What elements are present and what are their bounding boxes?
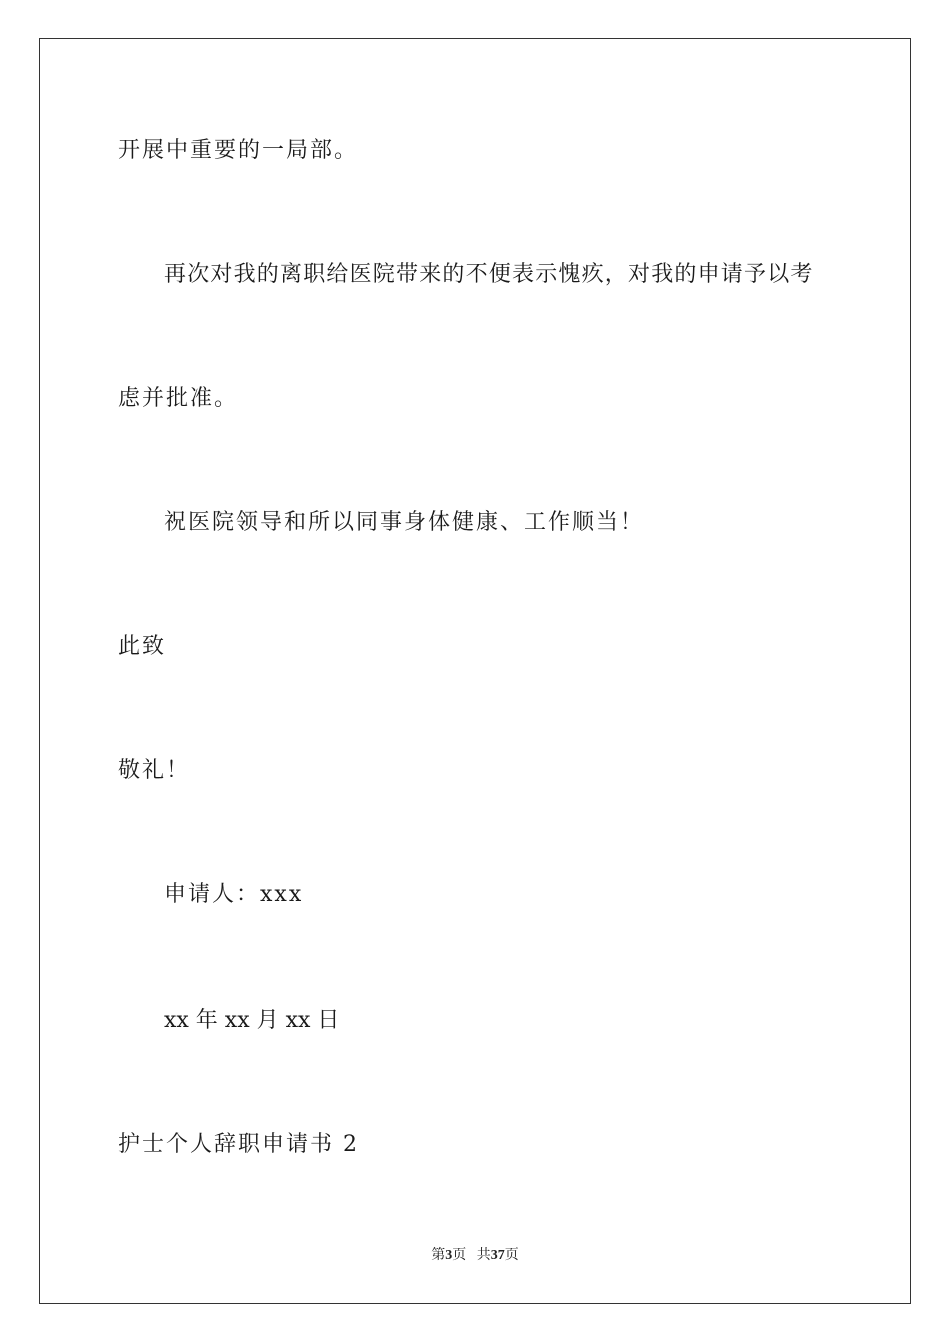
total-suffix: 页 bbox=[504, 1248, 519, 1263]
body-paragraph: 虑并批准。 bbox=[118, 386, 239, 411]
body-paragraph: 开展中重要的一局部。 bbox=[118, 138, 359, 163]
total-prefix: 共 bbox=[476, 1248, 491, 1263]
section-heading: 护士个人辞职申请书 2 bbox=[118, 1132, 359, 1157]
page-border bbox=[39, 38, 911, 1304]
page-suffix: 页 bbox=[452, 1248, 467, 1263]
salutation-line: 此致 bbox=[118, 634, 167, 659]
salutation-line: 敬礼！ bbox=[118, 758, 191, 783]
page-footer bbox=[0, 1247, 950, 1265]
page-number: 3 bbox=[445, 1248, 453, 1263]
body-paragraph: 再次对我的离职给医院带来的不便表示愧疚，对我的申请予以考 bbox=[164, 262, 814, 287]
total-pages: 37 bbox=[490, 1248, 505, 1263]
closing-wishes: 祝医院领导和所以同事身体健康、工作顺当！ bbox=[164, 510, 645, 535]
signature-date: xx 年 xx 月 xx 日 bbox=[164, 1008, 340, 1033]
page-prefix: 第 bbox=[431, 1248, 446, 1263]
applicant-signature: 申请人：xxx bbox=[164, 882, 304, 907]
